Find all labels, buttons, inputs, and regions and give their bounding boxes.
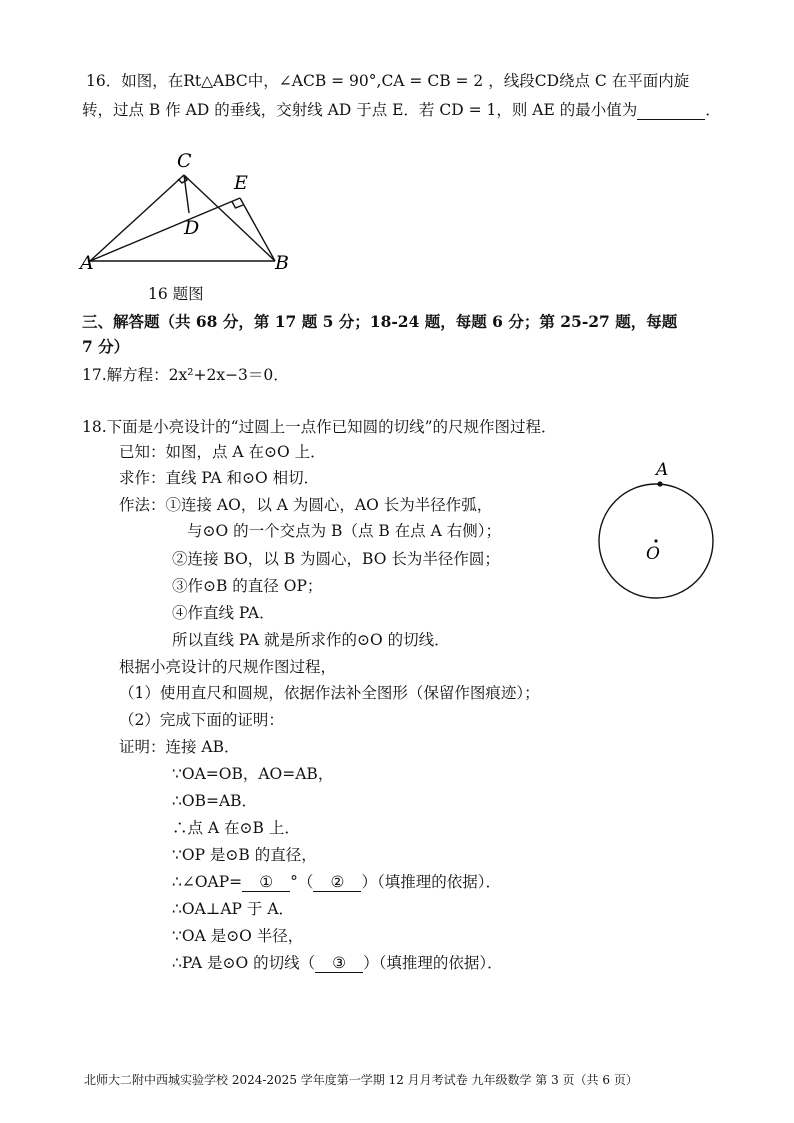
point-a	[657, 481, 662, 486]
q16-caption: 16 题图	[148, 285, 204, 303]
q16-line2-text: 转，过点 B 作 AD 的垂线，交射线 AD 于点 E．若 CD = 1，则 AE 的最小值为	[82, 101, 638, 119]
q18-part-2: （2）完成下面的证明：	[119, 711, 284, 729]
label-d: D	[184, 217, 200, 239]
q18-proof-8	[172, 952, 503, 974]
q17-line	[82, 364, 289, 386]
q18-method-5: 所以直线 PA 就是所求作的⊙O 的切线．	[172, 631, 450, 649]
label-o: O	[646, 544, 660, 564]
q16-figure	[70, 145, 300, 280]
q18-find: 求作：直线 PA 和⊙O 相切．	[119, 469, 320, 487]
q18-method-1: 作法：①连接 AO，以 A 为圆心，AO 长为半径作弧，	[119, 496, 493, 514]
q18-blank-3: ③	[315, 954, 363, 973]
q18-proof-5-c: ）（填推理的依据）．	[361, 873, 501, 891]
q18-proof-5-a: ∴∠OAP=	[172, 873, 243, 891]
q18-proof-8-a: ∴PA 是⊙O 的切线（	[172, 954, 316, 972]
q18-method-4: ④作直线 PA．	[172, 604, 275, 622]
q17-prefix: 17.解方程：	[82, 366, 169, 384]
q18-method-3: ③作⊙B 的直径 OP；	[172, 577, 323, 595]
q18-proof-2: ∴OB=AB．	[172, 792, 258, 810]
q16-line2-end: ．	[705, 101, 721, 119]
center-o	[654, 539, 657, 542]
q18-proof-7: ∵OA 是⊙O 半径，	[172, 927, 304, 945]
q18-proof-5-b: °（	[290, 873, 314, 891]
q16-line2	[82, 99, 721, 121]
q18-proof-4: ∵OP 是⊙B 的直径，	[172, 846, 317, 864]
label-a: A	[656, 460, 669, 480]
q18-circle-figure	[590, 455, 725, 600]
q18-proof-0: 证明：连接 AB．	[119, 738, 240, 756]
label-e: E	[234, 172, 248, 194]
q18-proof-1: ∵OA=OB，AO=AB，	[172, 765, 334, 783]
q18-part-1: （1）使用直尺和圆规，依据作法补全图形（保留作图痕迹）；	[119, 684, 540, 702]
q18-blank-1: ①	[242, 873, 290, 892]
q17-equation: 2x²+2x−3＝0．	[168, 366, 289, 384]
label-a: A	[80, 252, 94, 274]
q18-intro: 18.下面是小亮设计的“过圆上一点作已知圆的切线”的尺规作图过程．	[82, 418, 557, 436]
q16-line1: 16．如图，在Rt△ABC中，∠ACB = 90°,CA = CB = 2 ，线段CD绕点 C 在平面内旋	[86, 72, 690, 90]
q18-proof-5	[172, 871, 501, 893]
q18-proof-3: ∴点 A 在⊙B 上．	[172, 819, 300, 837]
q18-known: 已知：如图，点 A 在⊙O 上．	[119, 443, 326, 461]
right-angle-mark-e	[232, 202, 243, 209]
page-footer: 北师大二附中西城实验学校 2024-2025 学年度第一学期 12 月月考试卷 九年级数学 第 3 页（共 6 页）	[84, 1073, 638, 1087]
segment-ac	[90, 175, 184, 261]
section3-heading-line1: 三、解答题（共 68 分，第 17 题 5 分；18-24 题，每题 6 分；第 25-27 题，每题	[82, 312, 678, 331]
segment-eb	[240, 198, 275, 261]
segment-ae	[90, 198, 240, 261]
label-b: B	[275, 252, 289, 274]
q18-proof-8-b: ）（填推理的依据）．	[363, 954, 503, 972]
q18-method-1b: 与⊙O 的一个交点为 B（点 B 在点 A 右侧）；	[187, 522, 501, 540]
q18-blank-2: ②	[313, 873, 361, 892]
q18-proof-6: ∴OA⊥AP 于 A．	[172, 900, 295, 918]
q16-answer-blank	[637, 101, 705, 120]
section3-heading-line2: 7 分）	[82, 337, 130, 356]
q18-method-2: ②连接 BO，以 B 为圆心，BO 长为半径作圆；	[172, 550, 500, 568]
q18-basis: 根据小亮设计的尺规作图过程，	[119, 658, 337, 676]
label-c: C	[177, 150, 192, 172]
